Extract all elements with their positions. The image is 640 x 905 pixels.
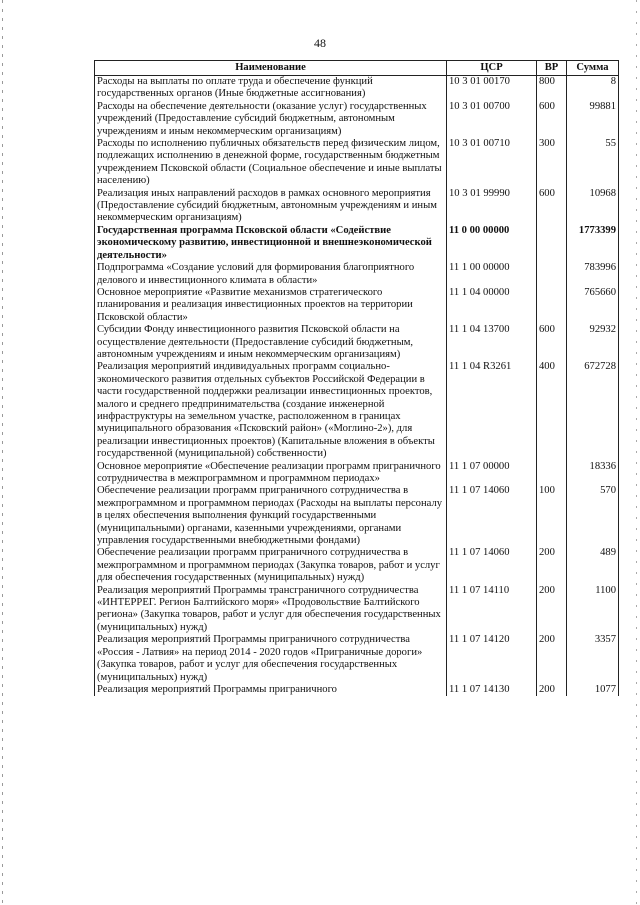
row-sum-cell: 1077 bbox=[567, 684, 619, 696]
row-csr-cell: 11 1 04 00000 bbox=[447, 287, 537, 324]
row-vr-cell bbox=[537, 461, 567, 486]
row-csr-cell: 10 3 01 99990 bbox=[447, 188, 537, 225]
table-row bbox=[95, 225, 619, 262]
row-vr-cell: 200 bbox=[537, 585, 567, 635]
row-csr-cell: 11 1 07 14120 bbox=[447, 634, 537, 684]
row-csr-cell: 11 1 07 14110 bbox=[447, 585, 537, 635]
row-csr-cell: 11 1 04 13700 bbox=[447, 324, 537, 361]
row-name-cell: Реализация иных направлений расходов в рамках основного мероприятия (Предоставление субсидий бюджетным, автономным учреждениям и иным некоммерческим организациям) bbox=[95, 188, 447, 225]
row-name-cell: Подпрограмма «Создание условий для формирования благоприятного делового и инвестиционного климата в области» bbox=[95, 262, 447, 287]
row-name-cell: Реализация мероприятий Программы трансграничного сотрудничества «ИНТЕРРЕГ. Регион Балтийского моря» «Продовольствие Балтийского региона» (Закупка товаров, работ и услуг для обеспечения государственных (муниципальных) нужд) bbox=[95, 585, 447, 635]
row-vr-cell: 800 bbox=[537, 76, 567, 101]
row-csr-cell: 11 0 00 00000 bbox=[447, 225, 537, 262]
row-name-cell: Расходы на выплаты по оплате труда и обеспечение функций государственных органов (Иные бюджетные ассигнования) bbox=[95, 76, 447, 101]
row-csr-cell: 11 1 00 00000 bbox=[447, 262, 537, 287]
table-row bbox=[95, 585, 619, 635]
row-vr-cell bbox=[537, 262, 567, 287]
row-csr-cell: 10 3 01 00170 bbox=[447, 76, 537, 101]
table-row bbox=[95, 361, 619, 460]
row-vr-cell: 200 bbox=[537, 684, 567, 696]
header-csr: ЦСР bbox=[447, 61, 537, 76]
row-name-cell: Реализация мероприятий Программы приграничного bbox=[95, 684, 447, 696]
row-sum-cell: 3357 bbox=[567, 634, 619, 684]
row-name-cell: Реализация мероприятий Программы приграничного сотрудничества «Россия - Латвия» на период 2014 - 2020 годов «Приграничные дороги» (Закупка товаров, работ и услуг для обеспечения государственных (муниципальных) нужд) bbox=[95, 634, 447, 684]
row-name-cell: Расходы на обеспечение деятельности (оказание услуг) государственных учреждений (Предоставление субсидий бюджетным, автономным учреждениям и иным некоммерческим организациям) bbox=[95, 101, 447, 138]
table-row bbox=[95, 634, 619, 684]
row-csr-cell: 10 3 01 00710 bbox=[447, 138, 537, 188]
table-body bbox=[95, 76, 619, 697]
table-row bbox=[95, 684, 619, 696]
header-row bbox=[95, 61, 619, 76]
header-sum: Сумма bbox=[567, 61, 619, 76]
row-name-cell: Расходы по исполнению публичных обязательств перед физическим лицом, подлежащих исполнению в денежной форме, государственным бюджетным учреждением Псковской области (Социальное обеспечение и иные выплаты населению) bbox=[95, 138, 447, 188]
row-sum-cell: 672728 bbox=[567, 361, 619, 460]
table-row bbox=[95, 287, 619, 324]
row-sum-cell: 55 bbox=[567, 138, 619, 188]
row-name-cell: Основное мероприятие «Развитие механизмов стратегического планирования и реализация инвестиционных проектов на территории Псковской области» bbox=[95, 287, 447, 324]
row-csr-cell: 11 1 07 14060 bbox=[447, 485, 537, 547]
row-vr-cell bbox=[537, 287, 567, 324]
row-name-cell: Обеспечение реализации программ приграничного сотрудничества в межпрограммном и программном периодах (Закупка товаров, работ и услуг для обеспечения государственных (муниципальных) нужд) bbox=[95, 547, 447, 584]
row-name-cell: Реализация мероприятий индивидуальных программ социально-экономического развития отдельных субъектов Российской Федерации в части государственной поддержки реализации инвестиционных проектов, малого и среднего предпринимательства (создание инженерной инфраструктуры на земельном участке, расположенном в границах муниципального образования «Псковский район» («Моглино-2»), для реализации инвестиционных проектов) (Капитальные вложения в объекты государственной (муниципальной) собственности) bbox=[95, 361, 447, 460]
row-sum-cell: 8 bbox=[567, 76, 619, 101]
row-csr-cell: 10 3 01 00700 bbox=[447, 101, 537, 138]
row-sum-cell: 99881 bbox=[567, 101, 619, 138]
row-vr-cell: 600 bbox=[537, 188, 567, 225]
row-sum-cell: 570 bbox=[567, 485, 619, 547]
row-csr-cell: 11 1 07 14060 bbox=[447, 547, 537, 584]
row-vr-cell: 400 bbox=[537, 361, 567, 460]
scan-edge-right bbox=[636, 0, 637, 905]
row-vr-cell: 100 bbox=[537, 485, 567, 547]
row-vr-cell: 200 bbox=[537, 547, 567, 584]
row-sum-cell: 92932 bbox=[567, 324, 619, 361]
row-sum-cell: 489 bbox=[567, 547, 619, 584]
row-sum-cell: 10968 bbox=[567, 188, 619, 225]
header-vr: ВР bbox=[537, 61, 567, 76]
row-vr-cell: 600 bbox=[537, 101, 567, 138]
row-csr-cell: 11 1 07 00000 bbox=[447, 461, 537, 486]
table-row bbox=[95, 188, 619, 225]
table-row bbox=[95, 138, 619, 188]
row-sum-cell: 18336 bbox=[567, 461, 619, 486]
table-row bbox=[95, 461, 619, 486]
row-vr-cell bbox=[537, 225, 567, 262]
table-row bbox=[95, 76, 619, 101]
table-row bbox=[95, 547, 619, 584]
table-header bbox=[95, 61, 619, 76]
row-sum-cell: 765660 bbox=[567, 287, 619, 324]
row-name-cell: Субсидии Фонду инвестиционного развития Псковской области на осуществление деятельности (Предоставление субсидий бюджетным, автономным учреждениям и иным некоммерческим организациям) bbox=[95, 324, 447, 361]
budget-table bbox=[94, 60, 619, 696]
row-name-cell: Основное мероприятие «Обеспечение реализации программ приграничного сотрудничества в межпрограммном и программном периодах» bbox=[95, 461, 447, 486]
table-row bbox=[95, 324, 619, 361]
table-row bbox=[95, 101, 619, 138]
row-vr-cell: 600 bbox=[537, 324, 567, 361]
row-vr-cell: 200 bbox=[537, 634, 567, 684]
row-vr-cell: 300 bbox=[537, 138, 567, 188]
row-csr-cell: 11 1 07 14130 bbox=[447, 684, 537, 696]
row-sum-cell: 1773399 bbox=[567, 225, 619, 262]
header-name: Наименование bbox=[95, 61, 447, 76]
row-name-cell: Государственная программа Псковской области «Содействие экономическому развитию, инвестиционной и внешнеэкономической деятельности» bbox=[95, 225, 447, 262]
row-sum-cell: 783996 bbox=[567, 262, 619, 287]
row-sum-cell: 1100 bbox=[567, 585, 619, 635]
table-row bbox=[95, 485, 619, 547]
table-row bbox=[95, 262, 619, 287]
row-csr-cell: 11 1 04 R3261 bbox=[447, 361, 537, 460]
page-number: 48 bbox=[314, 36, 326, 50]
scan-edge-left bbox=[2, 0, 3, 905]
row-name-cell: Обеспечение реализации программ приграничного сотрудничества в межпрограммном и программном периодах (Расходы на выплаты персоналу в целях обеспечения выполнения функций государственными (муниципальными) органами, казенными учреждениями, органами управления государственными внебюджетными фондами) bbox=[95, 485, 447, 547]
